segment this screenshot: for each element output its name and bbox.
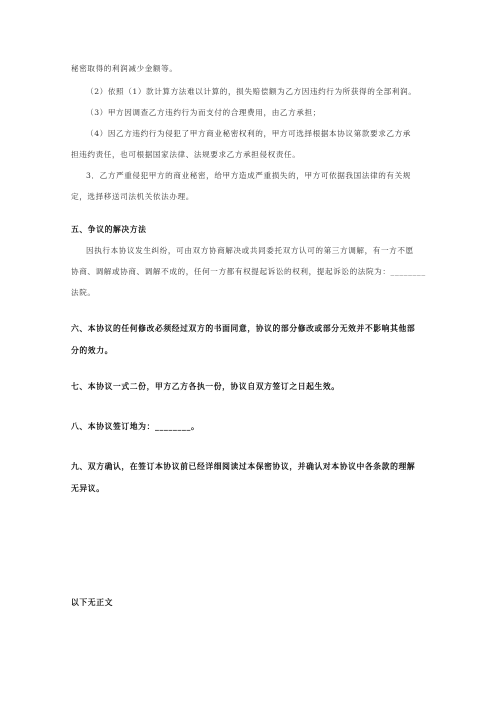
section-9-heading-continued: 无异议。 <box>71 484 105 493</box>
paragraph-3-text: 3．乙方严重侵犯甲方的商业秘密，给甲方造成严重损失的，甲方可依据我国法律的有关规 <box>86 171 411 180</box>
section-5-heading: 五、争议的解决方法 <box>71 225 147 234</box>
clause-4-text: （4）因乙方违约行为侵犯了甲方商业秘密权利的，甲方可选择根据本协议第款要求乙方承 <box>86 129 411 138</box>
section-5-text-end: 法院。 <box>71 288 96 297</box>
clause-4-continued: 担违约责任，也可根据国家法律、法规要求乙方承担侵权责任。 <box>71 150 301 159</box>
section-5-text-continued: 协商、调解或协商、调解不成的，任何一方都有权提起诉讼的权利，提起诉讼的法院为：________ <box>71 267 426 276</box>
paragraph-line: 秘密取得的利润减少金额等。 <box>71 64 178 73</box>
clause-3-text: （3）甲方因调查乙方违约行为而支付的合理费用，由乙方承担； <box>86 108 321 117</box>
end-of-text-note: 以下无正文 <box>71 598 113 607</box>
section-9-heading: 九、双方确认，在签订本协议前已经详细阅读过本保密协议，并确认对本协议中各条款的理解 <box>71 462 416 471</box>
paragraph-3-continued: 定，选择移送司法机关依法办理。 <box>71 192 194 201</box>
section-5-text: 因执行本协议发生纠纷，可由双方协商解决或共同委托双方认可的第三方调解，有一方不愿 <box>86 246 414 255</box>
section-8-heading: 八、本协议签订地为：________。 <box>71 422 200 431</box>
section-6-heading-continued: 分的效力。 <box>71 346 113 355</box>
clause-2-text: （2）依照（1）款计算方法难以计算的，损失赔偿额为乙方因违约行为所获得的全部利润。 <box>86 87 417 96</box>
section-7-heading: 七、本协议一式二份，甲方乙方各执一份，协议自双方签订之日起生效。 <box>71 382 340 391</box>
section-6-heading: 六、本协议的任何修改必须经过双方的书面同意，协议的部分修改或部分无效并不影响其他部 <box>71 324 416 333</box>
